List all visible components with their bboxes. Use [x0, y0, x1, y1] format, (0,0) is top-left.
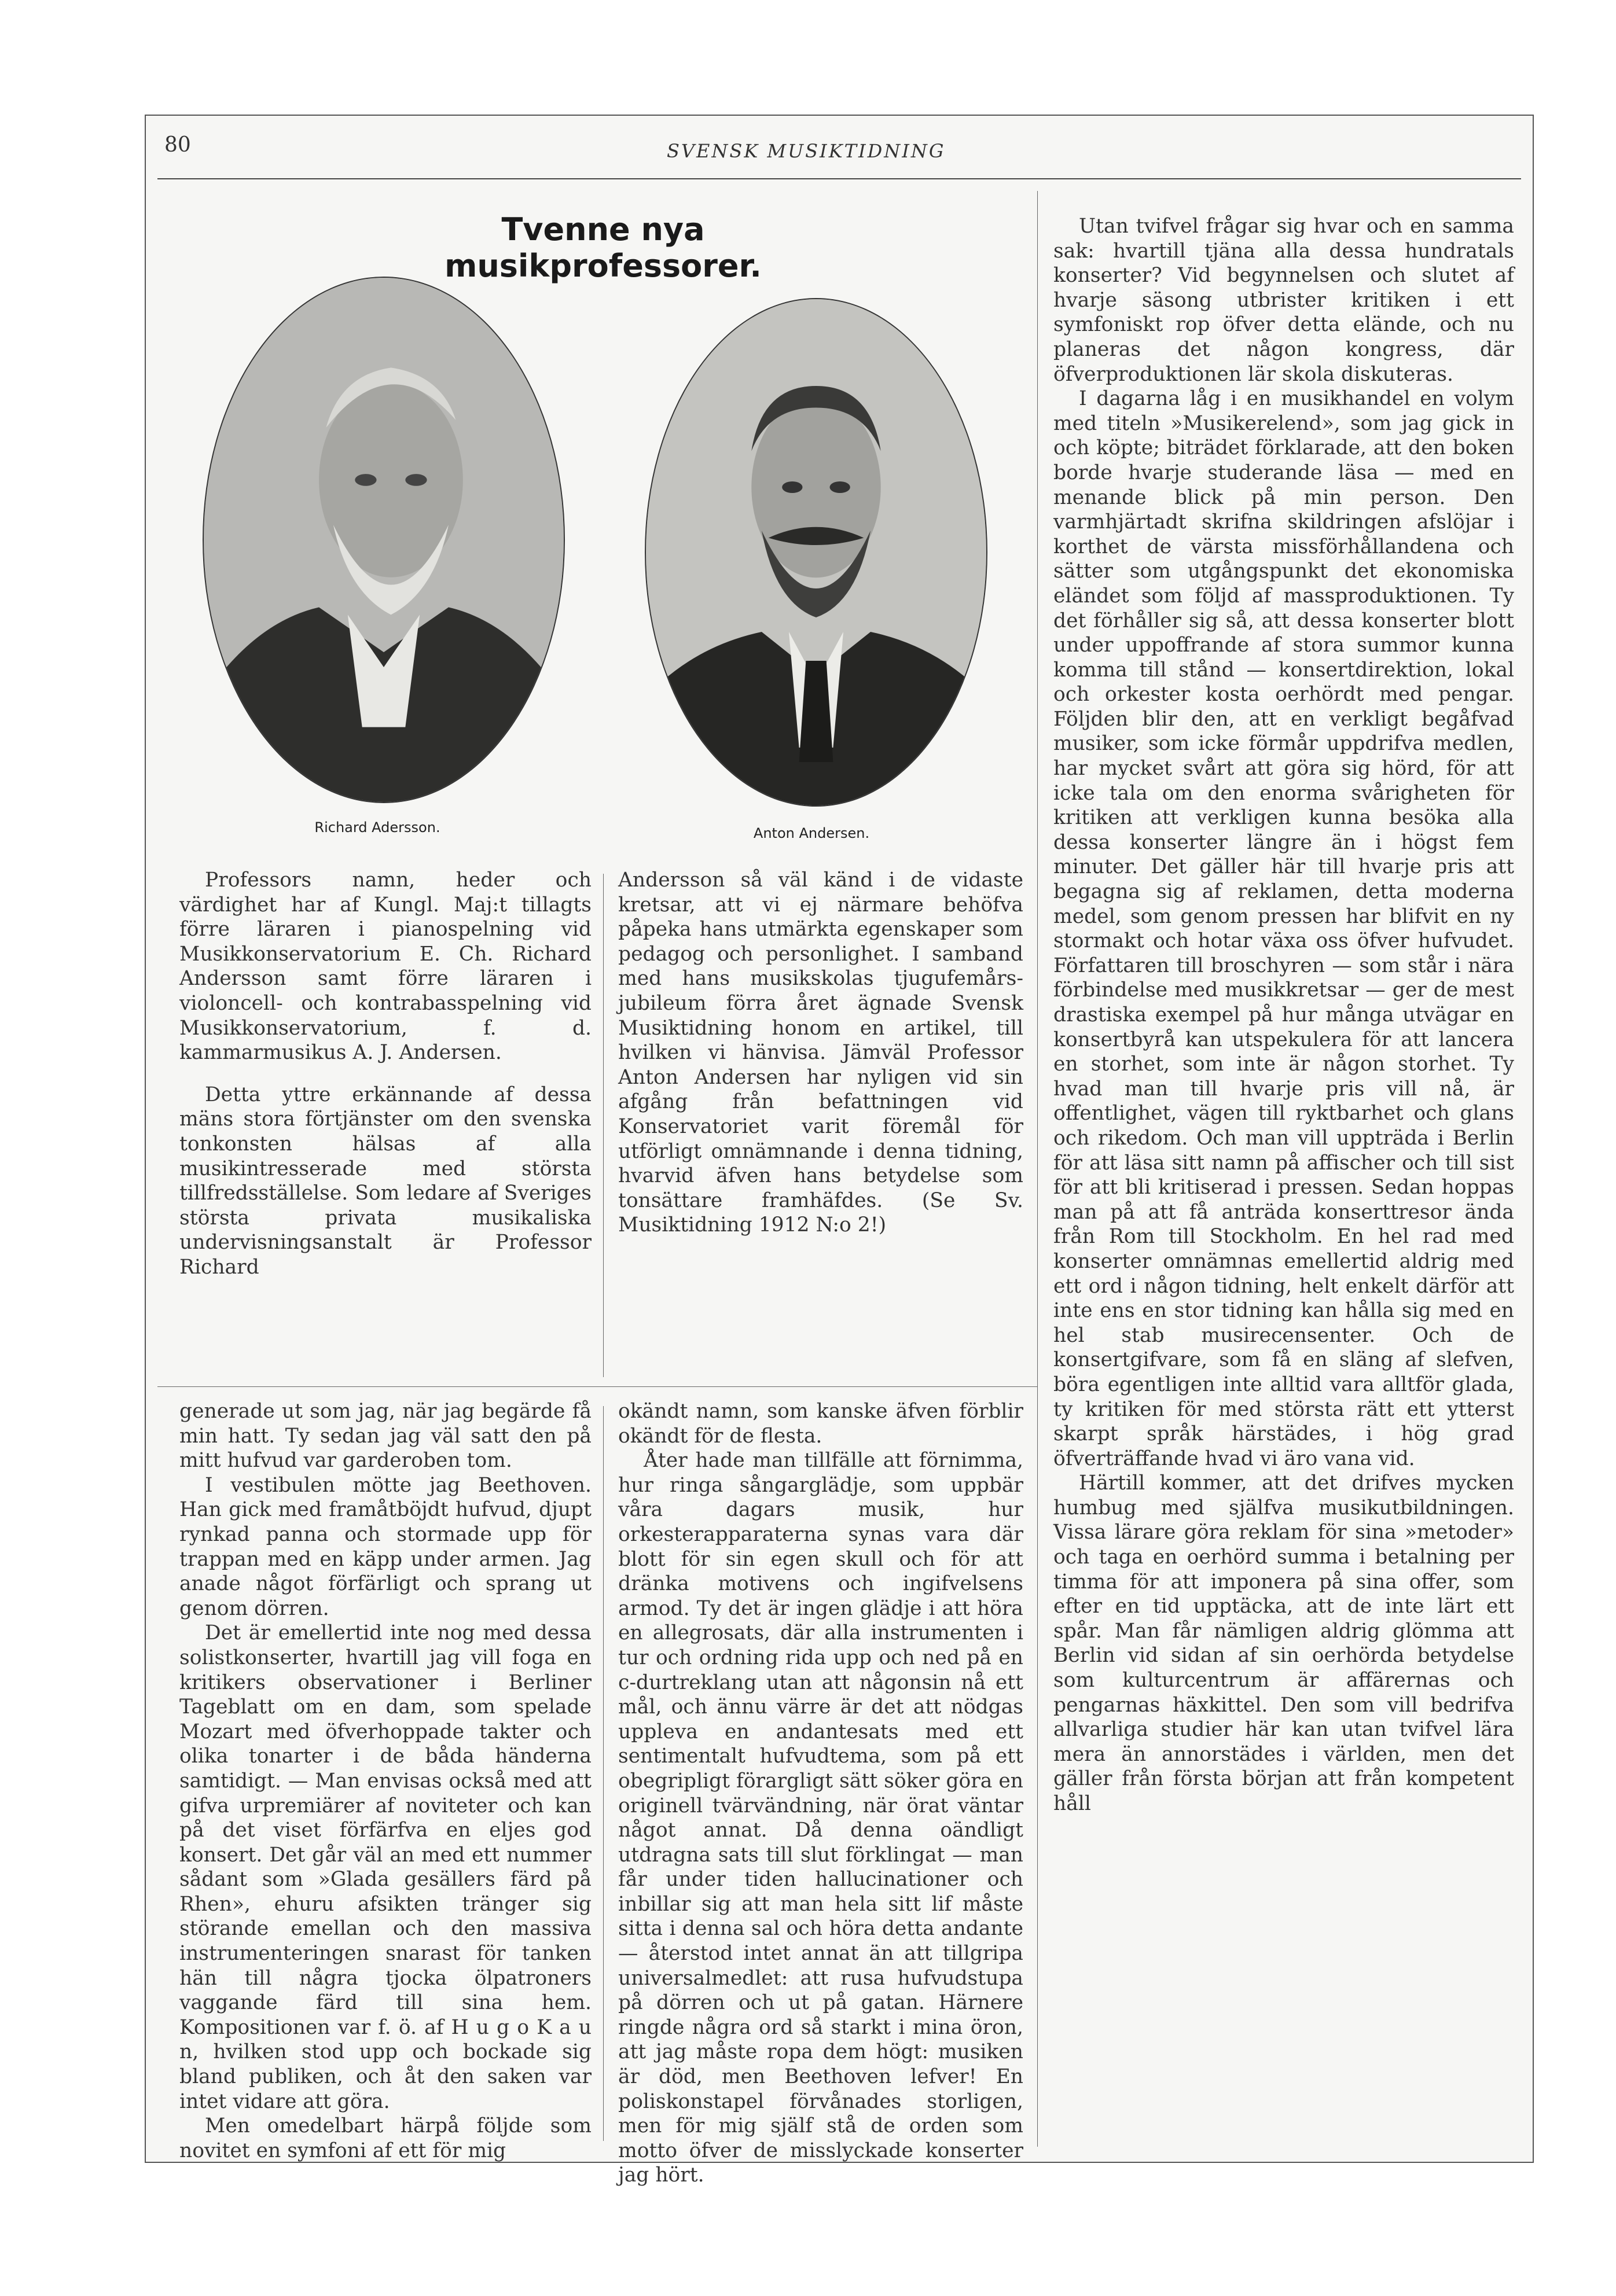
paragraph: Men omedelbart härpå följde som novitet en symfoni af ett för mig [179, 2114, 592, 2162]
portrait-caption-2: Anton Andersen. [753, 825, 870, 841]
paragraph: okändt namn, som kanske äfven förblir okändt för de flesta. [618, 1400, 1023, 1448]
paragraph: generade ut som jag, när jag begärde få min hatt. Ty sedan jag väl satt den på mitt hufvud var garderoben tom. [179, 1400, 592, 1473]
column-left-upper [179, 868, 592, 1280]
column-right [1053, 214, 1514, 1816]
paragraph: Detta yttre erkännande af dessa mäns stora förtjänster om den svenska tonkonsten hälsas af alla musikintresserade med största tillfredsställelse. Som ledare af Sveriges största privata musikaliska undervisningsanstalt är Professor Richard [179, 1083, 592, 1279]
paragraph: Det är emellertid inte nog med dessa solistkonserter, hvartill jag vill foga en kritikers observationer i Berliner Tageblatt om en dam, som spelade Mozart med öfverhoppade takter och olika tonarter i de båda händerna samtidigt. — Man envisas också med att gifva urpremiärer af noviteter och kan på det viset förfärfva en eljes god konsert. Det går väl an med ett nummer sådant som »Glada gesällers färd på Rhen», ehuru afsikten tränger sig störande emellan och den massiva instrumenteringen snarast för tanken hän till några tjocka ölpatroners vaggande färd till sina hem. Kompositionen var f. ö. af H u g o K a u n, hvilken stod upp och bockade sig bland publiken, och åt den saken var intet vidare att göra. [179, 1621, 592, 2113]
column-middle-lower [618, 1399, 1023, 2188]
magazine-page [145, 115, 1534, 2187]
paragraph: Åter hade man tillfälle att förnimma, hur ringa sångarglädje, som uppbär våra dagars musik, hur orkesterapparaterna synas vara där blott för sin egen skull och för att dränka motivens och ingifvelsens armod. Ty det är ingen glädje i att höra en allegrosats, där alla instrumenten i tur och ordning rida upp och ned på en c-durtreklang utan att någonsin nå ett mål, och ännu värre är det att nödgas uppleva en andantesats med ett sentimentalt hufvudtema, som på ett obegripligt förargligt sätt söker göra en originell tvärvändning, när örat väntar något annat. Då denna oändligt utdragna sats till slut förklingat — man får under tiden hallucinationer och inbillar sig att man hela sitt lif måste sitta i denna sal och höra detta andante — återstod intet annat än att tillgripa universalmedlet: att rusa hufvudstupa på dörren och ut på gatan. Härnere ringde några ord så starkt i mina öron, att jag måste ropa dem högt: musiken är död, men Beethoven lefver! En poliskonstapel förvånades storligen, men för mig själf stå de orden som motto öfver de misslyckade konserter jag hört. [618, 1449, 1023, 2187]
page-number: 80 [164, 133, 191, 157]
portrait-richard-andersson [203, 277, 565, 803]
column-rule-lower [603, 1406, 604, 2141]
portrait-anton-andersen [645, 298, 987, 807]
paragraph: Andersson så väl känd i de vidaste kretsar, att vi ej närmare behöfva påpeka hans utmärkta egenskaper som pedagog och personlighet. I samband med hans musikskolas tjugufemårs-jubileum förra året ägnade Svensk Musiktidning honom en artikel, till hvilken vi hänvisa. Jämväl Professor Anton Andersen har nyligen vid sin afgång från befattningen vid Konservatoriet varit föremål för utförligt omnämnande i denna tidning, hvarvid äfven hans betydelse som tonsättare framhäfdes. (Se Sv. Musiktidning 1912 N:o 2!) [618, 869, 1023, 1237]
header-rule [157, 178, 1521, 179]
running-head: SVENSK MUSIKTIDNING [667, 140, 946, 162]
section-rule [157, 1386, 1037, 1387]
column-middle-upper [618, 868, 1023, 1238]
column-rule-right [1037, 191, 1038, 2147]
paragraph: Utan tvifvel frågar sig hvar och en samma sak: hvartill tjäna alla dessa hundratals konserter? Vid begynnelsen och slutet af hvarje säsong utbrister kritiken i ett symfoniskt rop öfver detta elände, och nu planeras det någon kongress, där öfverproduktionen lär skola diskuteras. [1053, 215, 1514, 386]
paragraph: I dagarna låg i en musikhandel en volym med titeln »Musikerelend», som jag gick in och köpte; biträdet förklarade, att den boken borde hvarje studerande läsa — med en menande blick på min person. Den varmhjärtadt skrifna skildringen afslöjar i korthet de värsta missförhållandena och sätter som utgångspunkt det ekonomiska eländet som följd af massproduktionen. Ty det förhåller sig så, att dessa konserter blott under uppoffrande af stora summor kunna komma till stånd — konsertdirektion, lokal och orkester kosta oerhördt med pengar. Följden blir den, att en verkligt begåfvad musiker, som icke förmår uppdrifva medlen, har mycket svårt att göra sig hörd, för att icke tala om den enorma svårigheten för kritiken att verkligen kunna besöka alla dessa konserter längre än i högst fem minuter. Det gäller här till hvarje pris att begagna sig af reklamen, detta moderna medel, som genom pressen har blifvit en ny stormakt och hotar växa oss öfver hufvudet. Författaren till broschyren — som står i nära förbindelse med musikkretsar — ger de mest drastiska exempel på hur många utvägar en konsertbyrå kan utspekulera för att lancera en storhet, som inte är någon storhet. Ty hvad man till hvarje pris vill nå, är offentlighet, vägen till ryktbarhet och glans och rikedom. Och man vill uppträda i Berlin för att läsa sitt namn på affischer och till sist för att bli kritiserad i pressen. Sedan hoppas man på att få anträda konserttresor ända från Rom till Stockholm. En hel rad med konserter omnämnas emellertid aldrig med ett ord i någon tidning, helt enkelt därför att inte ens en stor tidning kan hålla sig med en hel stab musirecensenter. Och de konsertgifvare, som få en släng af slefven, böra egentligen inte alltid vara alltför glada, ty kritiken för med största rätt ett ytterst skarpt språk härstädes, i hög grad öfverträffande hvad vi äro vana vid. [1053, 387, 1514, 1470]
article-title: Tvenne nya musikprofessorer. [445, 211, 762, 284]
paragraph: Professors namn, heder och värdighet har af Kungl. Maj:t tillagts förre läraren i pianospelning vid Musikkonservatorium E. Ch. Richard Andersson samt förre läraren i violoncell- och kontrabasspelning vid Musikkonservatorium, f. d. kammarmusikus A. J. Andersen. [179, 869, 592, 1065]
portrait-photo-2 [646, 299, 986, 805]
column-rule-upper [603, 874, 604, 1377]
portrait-caption-1: Richard Adersson. [314, 819, 440, 836]
portrait-photo-1 [204, 278, 564, 802]
paragraph: I vestibulen mötte jag Beethoven. Han gick med framåtböjdt hufvud, djupt rynkad panna och stormade upp för trappan med en käpp under armen. Jag anade något förfärligt och sprang ut genom dörren. [179, 1473, 592, 1620]
paragraph: Härtill kommer, att det drifves mycken humbug med själfva musikutbildningen. Vissa lärare göra reklam för sina »metoder» och taga en oerhörd summa i betalning per timma för att imponera på sina offer, som efter en tid upptäcka, att de inte lärt ett spår. Man får nämligen aldrig glömma att Berlin vid sidan af sin oerhörda betydelse som kulturcentrum är affärernas och pengarnas häxkittel. Den som vill bedrifva allvarliga studier här kan utan tvifvel lära mera än annorstädes i världen, men det gäller från första början att från kompetent håll [1053, 1471, 1514, 1815]
column-left-lower [179, 1399, 592, 2163]
